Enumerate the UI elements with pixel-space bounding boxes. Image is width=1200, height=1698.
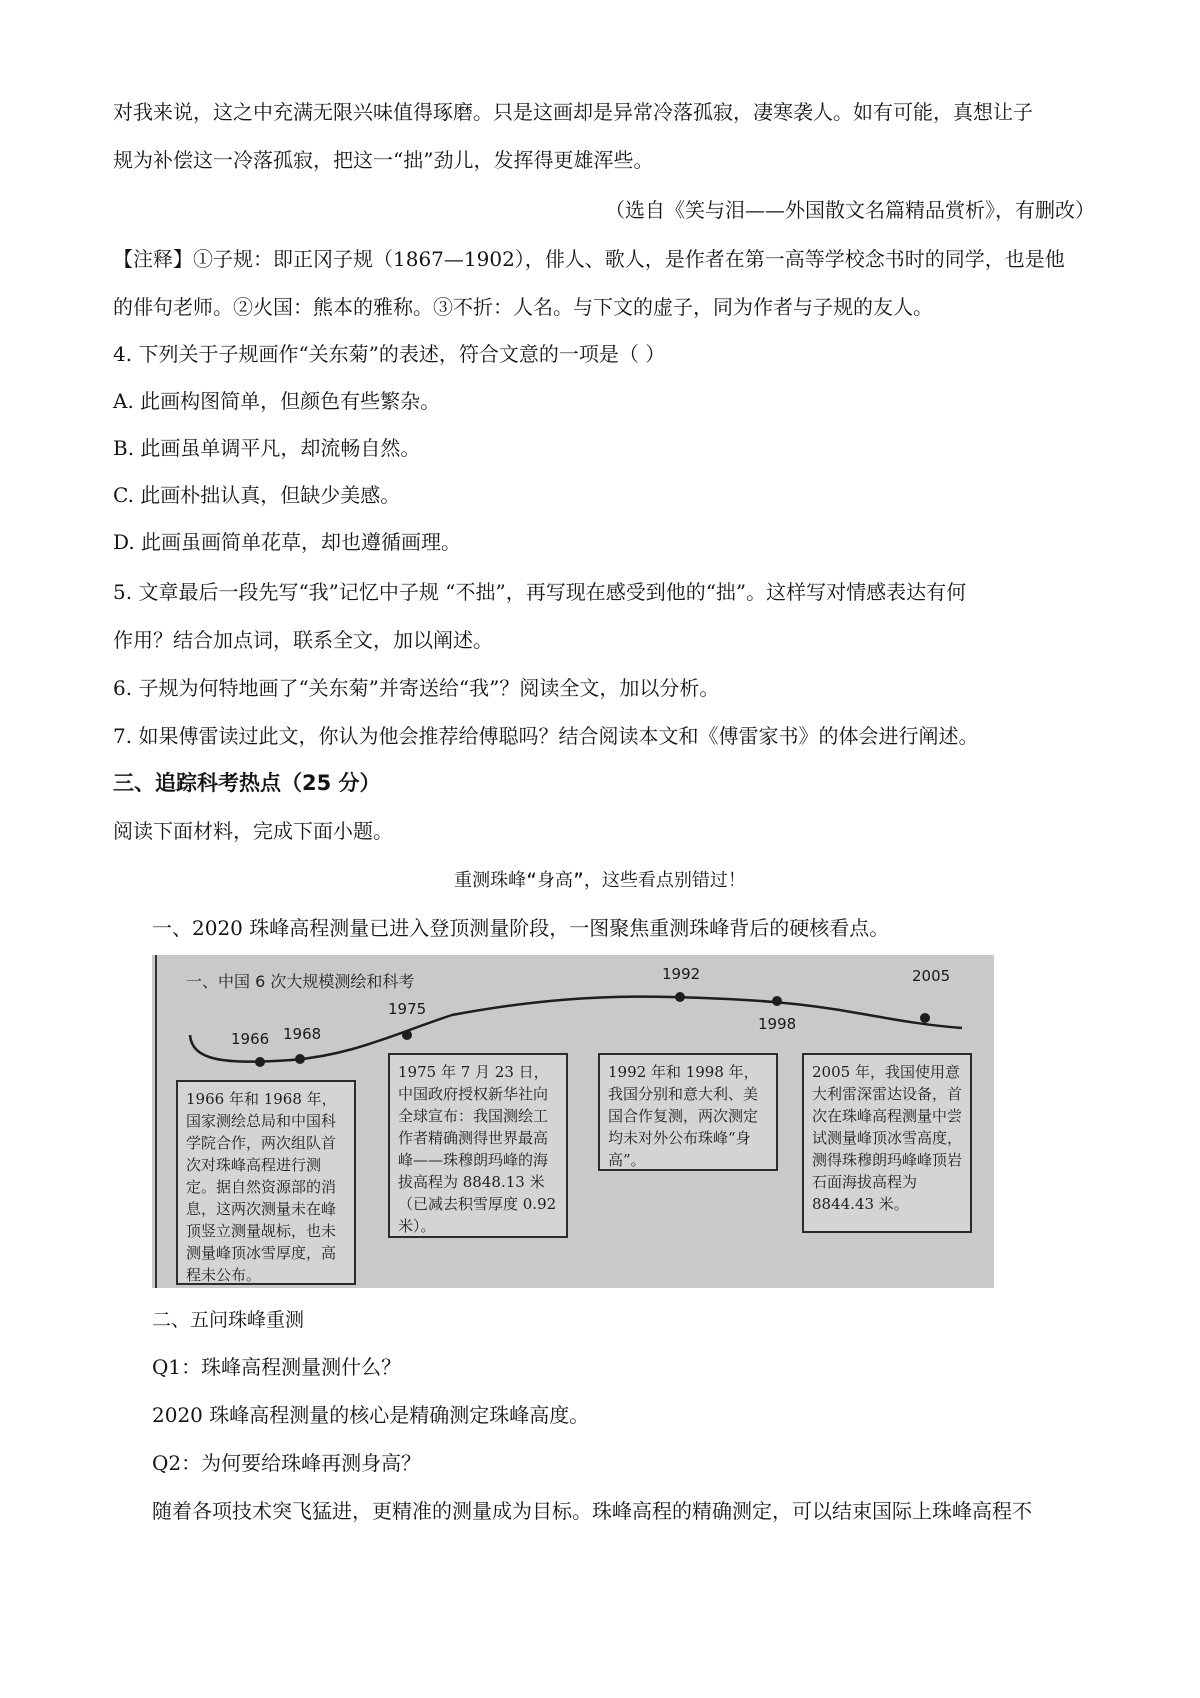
question-4-option-d: D. 此画虽画简单花草，却也遵循画理。 bbox=[113, 530, 462, 554]
source-citation: （选自《笑与泪——外国散文名篇精品赏析》，有删改） bbox=[605, 198, 1095, 222]
passage-line-2: 规为补偿这一冷落孤寂，把这一“拙”劲儿，发挥得更雄浑些。 bbox=[113, 148, 654, 172]
annotation-line-2: 的俳句老师。②火国：熊本的雅称。③不折：人名。与下文的虚子，同为作者与子规的友人。 bbox=[113, 295, 933, 319]
section-3-heading: 三、追踪科考热点（25 分） bbox=[113, 771, 381, 795]
point-1992 bbox=[675, 992, 685, 1002]
point-1968 bbox=[295, 1054, 305, 1064]
passage-line-1: 对我来说，这之中充满无限兴味值得琢磨。只是这画却是异常冷落孤寂，凄寒袭人。如有可能，真想让子 bbox=[113, 100, 1033, 124]
point-1975 bbox=[402, 1030, 412, 1040]
qa-question-2: Q2：为何要给珠峰再测身高？ bbox=[152, 1451, 422, 1475]
point-2005 bbox=[920, 1013, 930, 1023]
qa-subheading: 二、五问珠峰重测 bbox=[152, 1309, 305, 1331]
question-4-option-c: C. 此画朴拙认真，但缺少美感。 bbox=[113, 483, 401, 507]
article-intro: 一、2020 珠峰高程测量已进入登顶测量阶段，一图聚焦重测珠峰背后的硬核看点。 bbox=[152, 916, 890, 940]
section-instruction: 阅读下面材料，完成下面小题。 bbox=[113, 819, 393, 843]
point-1966 bbox=[255, 1057, 265, 1067]
article-title: 重测珠峰“身高”，这些看点别错过！ bbox=[454, 870, 746, 891]
timeline-box-1966-1968: 1966 年和 1968 年，国家测绘总局和中国科学院合作，两次组队首次对珠峰高程进行测定。据自然资源部的消息，这两次测量未在峰顶竖立测量觇标，也未测量峰顶冰雪厚度，高程未公布。 bbox=[176, 1080, 356, 1285]
timeline-box-1975: 1975 年 7 月 23 日，中国政府授权新华社向全球宣布：我国测绘工作者精确测得世界最高峰——珠穆朗玛峰的海拔高程为 8848.13 米（已减去积雪厚度 0.92 米）。 bbox=[388, 1053, 568, 1238]
year-label-1968: 1968 bbox=[283, 1025, 322, 1043]
question-5-line-2: 作用？结合加点词，联系全文，加以阐述。 bbox=[113, 628, 493, 652]
question-4-option-a: A. 此画构图简单，但颜色有些繁杂。 bbox=[113, 389, 441, 413]
year-label-1966: 1966 bbox=[231, 1030, 270, 1048]
question-7: 7. 如果傅雷读过此文，你认为他会推荐给傅聪吗？结合阅读本文和《傅雷家书》的体会进行阐述。 bbox=[113, 724, 979, 748]
question-4: 4. 下列关于子规画作“关东菊”的表述，符合文意的一项是（ ） bbox=[113, 342, 666, 366]
year-label-2005: 2005 bbox=[912, 967, 951, 985]
figure-title: 一、中国 6 次大规模测绘和科考 bbox=[186, 972, 415, 991]
question-6: 6. 子规为何特地画了“关东菊”并寄送给“我”？阅读全文，加以分析。 bbox=[113, 676, 720, 700]
qa-question-1: Q1：珠峰高程测量测什么？ bbox=[152, 1355, 402, 1379]
year-label-1998: 1998 bbox=[758, 1015, 797, 1033]
timeline-figure bbox=[152, 955, 994, 1288]
qa-answer-1: 2020 珠峰高程测量的核心是精确测定珠峰高度。 bbox=[152, 1403, 590, 1427]
timeline-box-2005: 2005 年，我国使用意大利雷深雷达设备，首次在珠峰高程测量中尝试测量峰顶冰雪高度，测得珠穆朗玛峰峰顶岩石面海拔高程为 8844.43 米。 bbox=[802, 1053, 972, 1233]
annotation-line-1: 【注释】①子规：即正冈子规（1867—1902），俳人、歌人，是作者在第一高等学校念书时的同学，也是他 bbox=[113, 247, 1065, 271]
year-label-1975: 1975 bbox=[388, 1000, 427, 1018]
year-label-1992: 1992 bbox=[662, 965, 701, 983]
question-4-option-b: B. 此画虽单调平凡，却流畅自然。 bbox=[113, 436, 421, 460]
point-1998 bbox=[772, 996, 782, 1006]
timeline-box-1992-1998: 1992 年和 1998 年，我国分别和意大利、美国合作复测，两次测定均未对外公布珠峰“身高”。 bbox=[598, 1053, 778, 1171]
question-5-line-1: 5. 文章最后一段先写“我”记忆中子规 “不拙”，再写现在感受到他的“拙”。这样写对情感表达有何 bbox=[113, 580, 967, 604]
qa-answer-2: 随着各项技术突飞猛进，更精准的测量成为目标。珠峰高程的精确测定，可以结束国际上珠峰高程不 bbox=[152, 1499, 1032, 1523]
